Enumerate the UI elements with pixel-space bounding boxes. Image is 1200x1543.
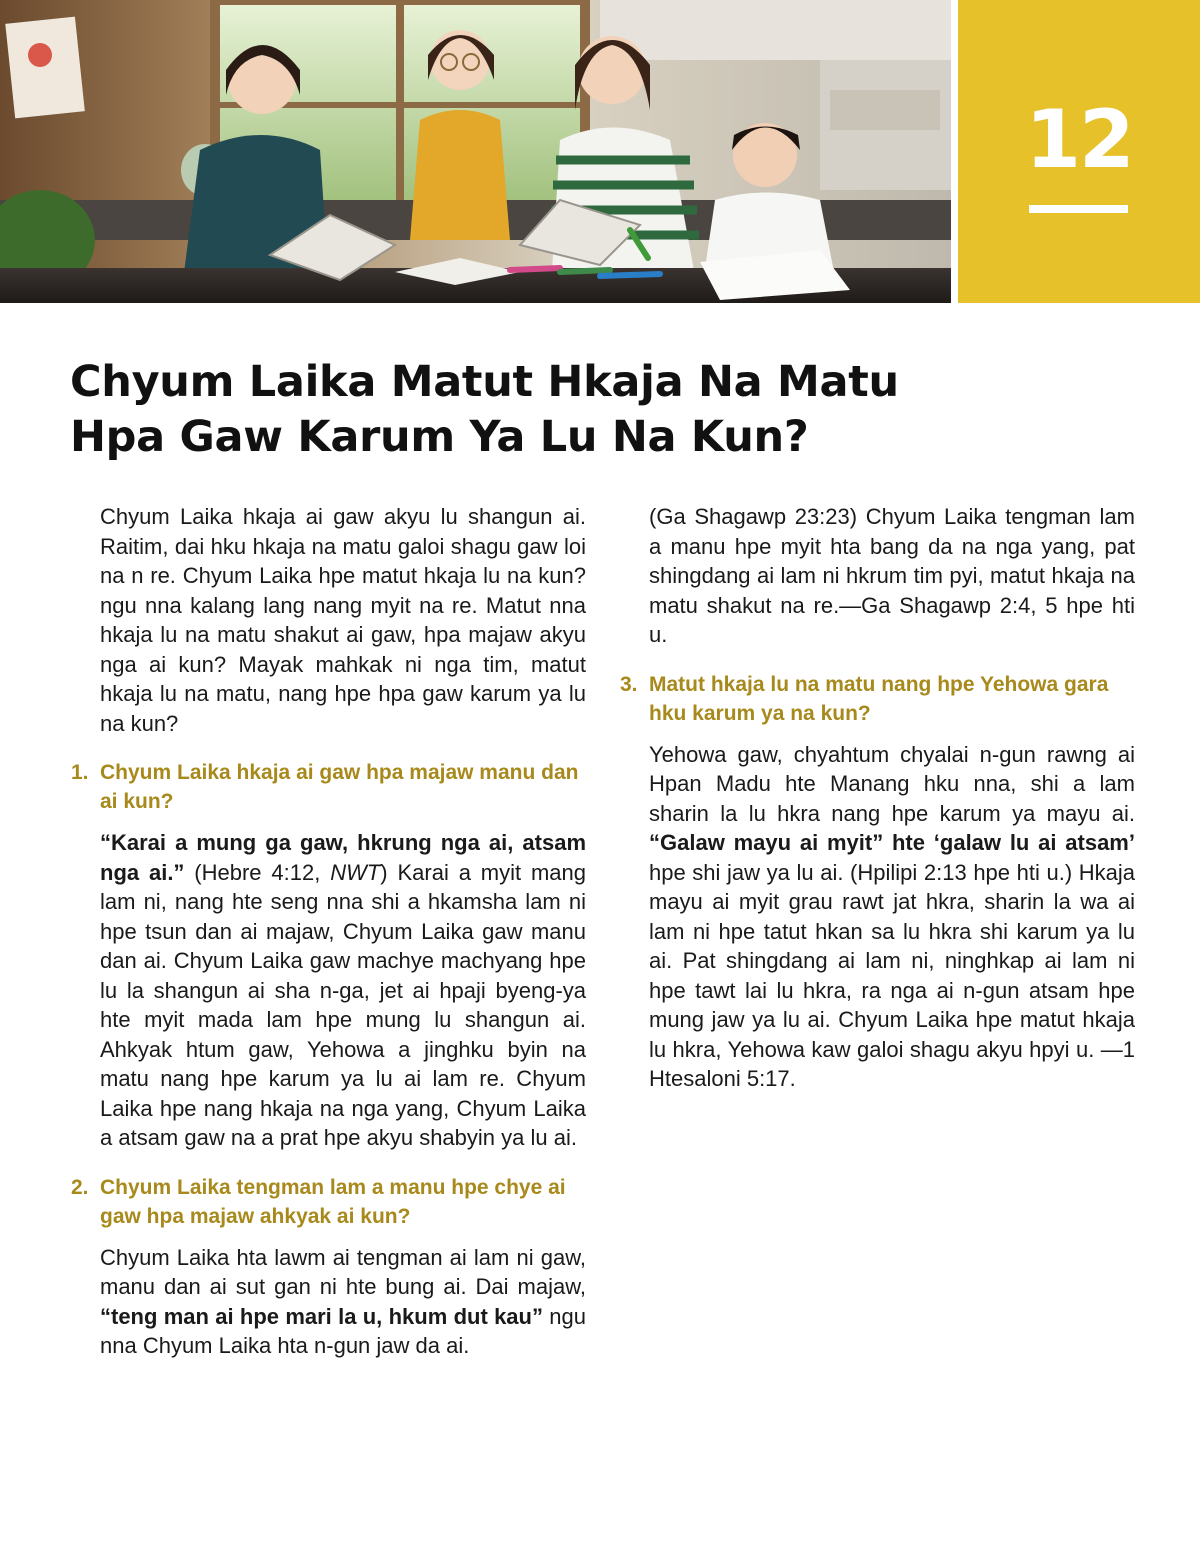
lesson-title [70, 355, 1130, 465]
intro-paragraph: Chyum Laika hkaja ai gaw akyu lu shangun ai. Raitim, dai hku hkaja na matu galoi shagu gaw loi na n re. Chyum Laika hpe matut hkaja lu na kun? ngu nna kalang lang nang myit na re. Matut nna hkaja lu na matu shakut ai gaw, hpa majaw akyu nga ai kun? Mayak mahkak ni nga tim, matut hkaja lu na matu, nang hpe hpa gaw karum ya lu na kun? [100, 504, 586, 736]
lesson-title-line-2: Hpa Gaw Karum Ya Lu Na Kun? [70, 412, 809, 462]
lesson-number-badge [958, 0, 1200, 303]
answer-2-body-2: ngu nna Chyum Laika hta n-gun jaw da ai. [100, 1303, 586, 1358]
answer-3-body-2: hpe shi jaw ya lu ai. (Hpilipi 2:13 hpe hti u.) Hkaja mayu ai myit grau rawt jat hkra, sharin la wa ai lam ni hpe tatut hkan sa lu hkra shi karum ya lu ai. Pat shingdang ai lam ni, ninghkap ai lam ni hpe tawt lai lu hkra, ra nga ai n-gun atsam hpe mung jaw ya lu ai. Chyum Laika hpe matut hkaja lu hkra, Yehowa kaw galoi shagu akyu hpyi u. —1 Htesaloni 5:17. [649, 859, 1135, 1091]
question-3-number: 3. [620, 672, 638, 696]
answer-3-body-1: Yehowa gaw, chyahtum chyalai n-gun rawng ai Hpan Madu hte Manang hku nna, shi a lam sharin la lu hkra nang hpe karum ya mayu ai. [649, 741, 1135, 826]
answer-1-quote: “Karai a mung ga gaw, hkrung nga ai, atsam nga ai.” [100, 830, 586, 885]
question-3 [620, 670, 1135, 728]
kitchen-study-scene [0, 0, 951, 303]
answer-2-quote: “teng man ai hpe mari la u, hkum dut kau” [100, 1303, 543, 1329]
lesson-number: 12 [1025, 93, 1133, 186]
answer-3-paragraph [620, 740, 1135, 1094]
question-2-text: Chyum Laika tengman lam a manu hpe chye ai gaw hpa majaw ahkyak ai kun? [100, 1175, 566, 1228]
answer-1-body: Karai a myit mang lam ni, nang hte seng nna shi a hkamsha lam ni hpe tsun dan ai majaw, Chyum Laika gaw manu dan ai. Chyum Laika gaw machye machyang hpe lu la shangun ai sha n-ga, jet ai hpaji byeng-ya hte myit mada lam hpe mung lu shangun ai. Ahkyak htum gaw, Yehowa a jinghku byin na matu nang hpe karum ya lu ai lam re. Chyum Laika hpe nang hkaja na nga yang, Chyum Laika a atsam gaw na a prat hpe akyu shabyin ya lu ai. [100, 859, 587, 1150]
answer-2-paragraph [71, 1243, 586, 1361]
hero-photo [0, 0, 951, 303]
answer-3-quote: “Galaw mayu ai myit” hte ‘galaw lu ai atsam’ [649, 830, 1135, 855]
question-2 [71, 1173, 586, 1231]
answer-1-ref-italic: NWT [330, 859, 381, 885]
question-3-text: Matut hkaja lu na matu nang hpe Yehowa gara hku karum ya na kun? [649, 672, 1109, 725]
answer-1-paragraph [71, 828, 586, 1153]
answer-2-continued: (Ga Shagawp 23:23) Chyum Laika tengman lam a manu hpe myit hta bang da na nga yang, pat shingdang ai lam ni hkrum tim pyi, matut hkaja na matu shakut na re.—Ga Shagawp 2:4, 5 hpe hti u. [649, 504, 1135, 647]
question-1-text: Chyum Laika hkaja ai gaw hpa majaw manu dan ai kun? [100, 761, 579, 813]
right-column [620, 502, 1135, 1094]
question-2-number: 2. [71, 1175, 89, 1199]
left-column [71, 502, 586, 1361]
lesson-number-underline [1029, 205, 1128, 213]
answer-1-ref-open: (Hebre 4:12, [184, 859, 331, 885]
question-1-number: 1. [71, 761, 89, 784]
question-1 [71, 758, 586, 816]
lesson-title-line-1: Chyum Laika Matut Hkaja Na Matu [70, 357, 899, 407]
answer-1-ref-close: ) [380, 859, 388, 885]
answer-2-body-1: Chyum Laika hta lawm ai tengman ai lam ni gaw, manu dan ai sut gan ni hte bung ai. Dai majaw, [100, 1244, 586, 1299]
